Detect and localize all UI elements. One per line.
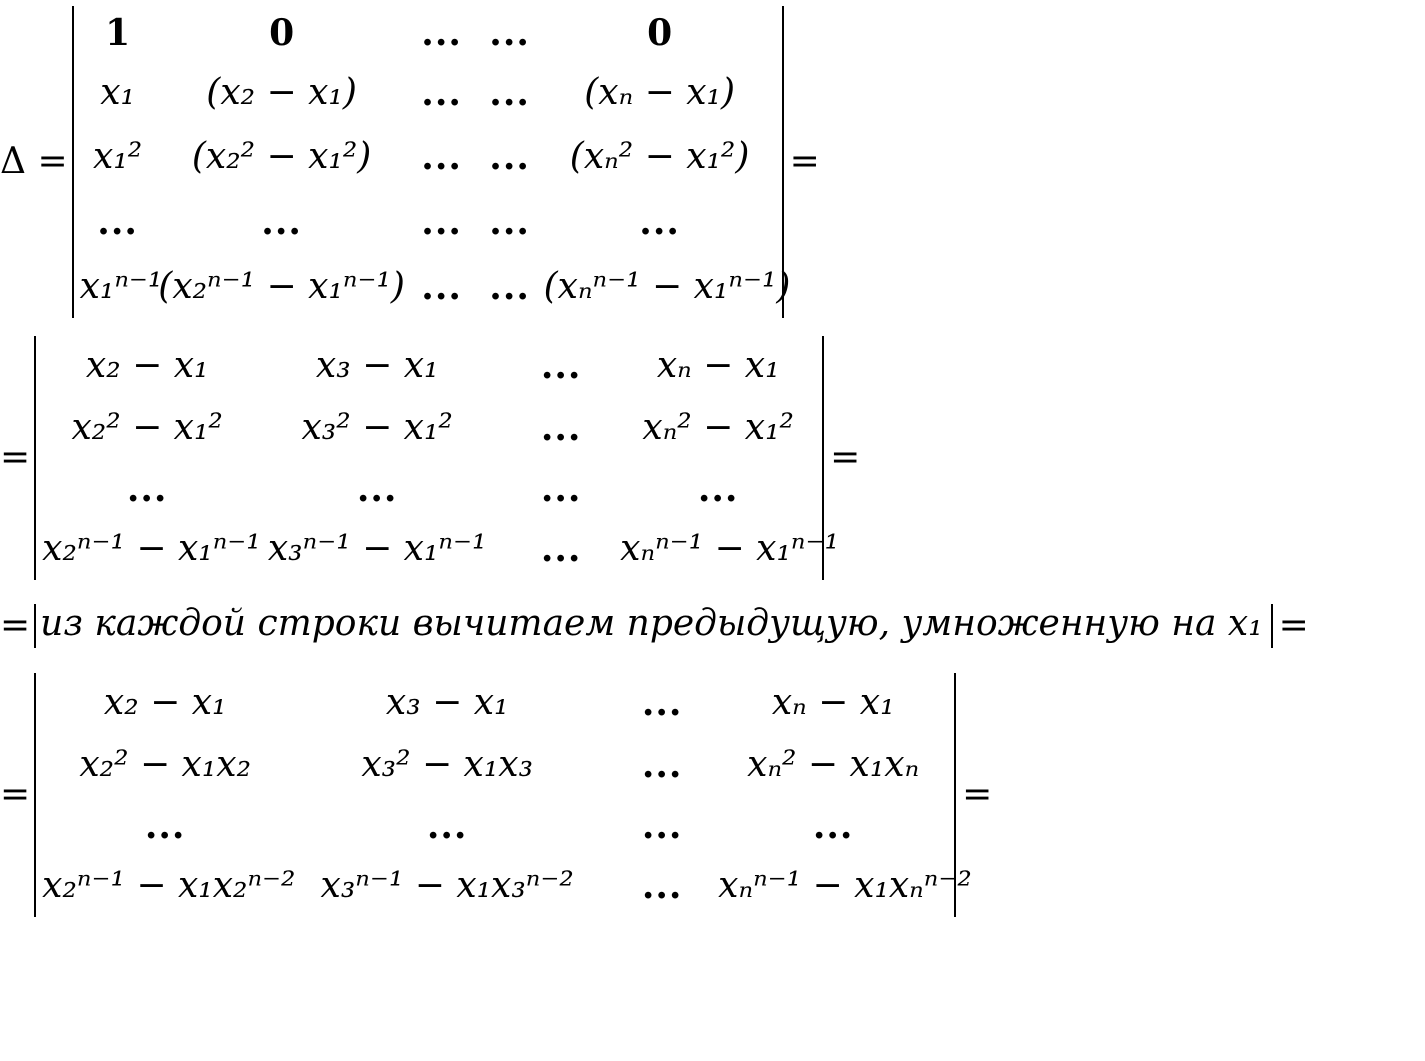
equals-sign: = (0, 605, 31, 646)
determinant-3-grid (42, 673, 972, 917)
matrix-cell: ... (144, 805, 186, 847)
matrix-cell: x₃ − x₁ (315, 345, 439, 386)
matrix-cell: ... (421, 201, 462, 243)
equation-2 (0, 336, 866, 580)
matrix-cell: ... (812, 805, 854, 847)
matrix-cell: (xₙ − x₁) (584, 72, 735, 113)
matrix-cell: xₙ − x₁ (656, 345, 780, 386)
matrix-cell: x₃² − x₁x₃ (361, 744, 534, 785)
matrix-cell: xₙ² − x₁² (642, 407, 794, 448)
matrix-cell: x₂ − x₁ (85, 345, 209, 386)
matrix-cell: ... (426, 805, 468, 847)
matrix-cell: x₂ⁿ⁻¹ − x₁ⁿ⁻¹ (42, 528, 261, 569)
matrix-cell: x₁ (100, 72, 135, 113)
matrix-cell: ... (421, 12, 462, 54)
matrix-cell: ... (126, 468, 168, 510)
equals-sign: = (1278, 605, 1309, 646)
matrix-cell: ... (641, 744, 683, 786)
matrix-cell: x₂² − x₁² (71, 407, 223, 448)
matrix-cell: ... (489, 266, 530, 308)
matrix-cell: x₁ⁿ⁻¹ (79, 266, 163, 307)
matrix-cell: ... (421, 266, 462, 308)
determinant-1 (72, 6, 791, 318)
determinant-2-grid (42, 336, 839, 580)
matrix-cell: ... (639, 201, 680, 243)
matrix-cell: 0 (269, 12, 295, 54)
matrix-cell: ... (540, 528, 582, 570)
matrix-cell: x₂ⁿ⁻¹ − x₁x₂ⁿ⁻² (42, 865, 296, 906)
matrix-cell: ... (641, 805, 683, 847)
equals-sign: = (830, 437, 861, 478)
matrix-cell: (x₂ − x₁) (206, 72, 357, 113)
matrix-cell: x₃ⁿ⁻¹ − x₁ⁿ⁻¹ (267, 528, 487, 569)
matrix-cell: (x₂² − x₁²) (191, 136, 372, 177)
determinant-3 (34, 673, 972, 917)
matrix-cell: x₃² − x₁² (301, 407, 453, 448)
matrix-cell: ... (697, 468, 739, 510)
equation-1 (0, 6, 826, 318)
matrix-cell: x₂² − x₁x₂ (79, 744, 252, 785)
matrix-cell: 1 (105, 12, 131, 54)
matrix-cell: xₙⁿ⁻¹ − x₁ⁿ⁻¹ (620, 528, 839, 569)
equals-sign: = (962, 774, 993, 815)
matrix-cell: (xₙ² − x₁²) (569, 136, 750, 177)
matrix-cell: (xₙⁿ⁻¹ − x₁ⁿ⁻¹) (543, 266, 791, 307)
equation-4 (0, 673, 998, 917)
operation-note: из каждой строки вычитаем предыдущую, умноженную на x₁ (34, 604, 1272, 648)
matrix-cell: x₁² (93, 136, 143, 177)
matrix-cell: 0 (647, 12, 673, 54)
matrix-cell: (x₂ⁿ⁻¹ − x₁ⁿ⁻¹) (158, 266, 405, 307)
matrix-cell: ... (356, 468, 398, 510)
equals-sign: = (0, 774, 31, 815)
determinant-2 (34, 336, 839, 580)
matrix-cell: ... (540, 345, 582, 387)
matrix-cell: ... (489, 72, 530, 114)
matrix-cell: xₙ − x₁ (771, 682, 895, 723)
delta-lhs: Δ = (0, 141, 68, 182)
matrix-cell: ... (641, 682, 683, 724)
equals-sign: = (789, 141, 820, 182)
matrix-cell: xₙ² − x₁xₙ (747, 744, 920, 785)
matrix-cell: ... (540, 468, 582, 510)
matrix-cell: ... (97, 201, 138, 243)
matrix-cell: x₂ − x₁ (103, 682, 227, 723)
matrix-cell: x₃ⁿ⁻¹ − x₁x₃ⁿ⁻² (320, 865, 574, 906)
matrix-cell: ... (540, 407, 582, 449)
matrix-cell: ... (489, 12, 530, 54)
equals-sign: = (0, 437, 31, 478)
matrix-cell: ... (489, 201, 530, 243)
equation-3 (0, 604, 1315, 648)
matrix-cell: ... (421, 136, 462, 178)
matrix-cell: x₃ − x₁ (385, 682, 509, 723)
matrix-cell: ... (641, 865, 683, 907)
determinant-1-grid (79, 6, 791, 318)
matrix-cell: ... (421, 72, 462, 114)
matrix-cell: ... (489, 136, 530, 178)
matrix-cell: ... (261, 201, 302, 243)
matrix-cell: xₙⁿ⁻¹ − x₁xₙⁿ⁻² (718, 865, 972, 906)
